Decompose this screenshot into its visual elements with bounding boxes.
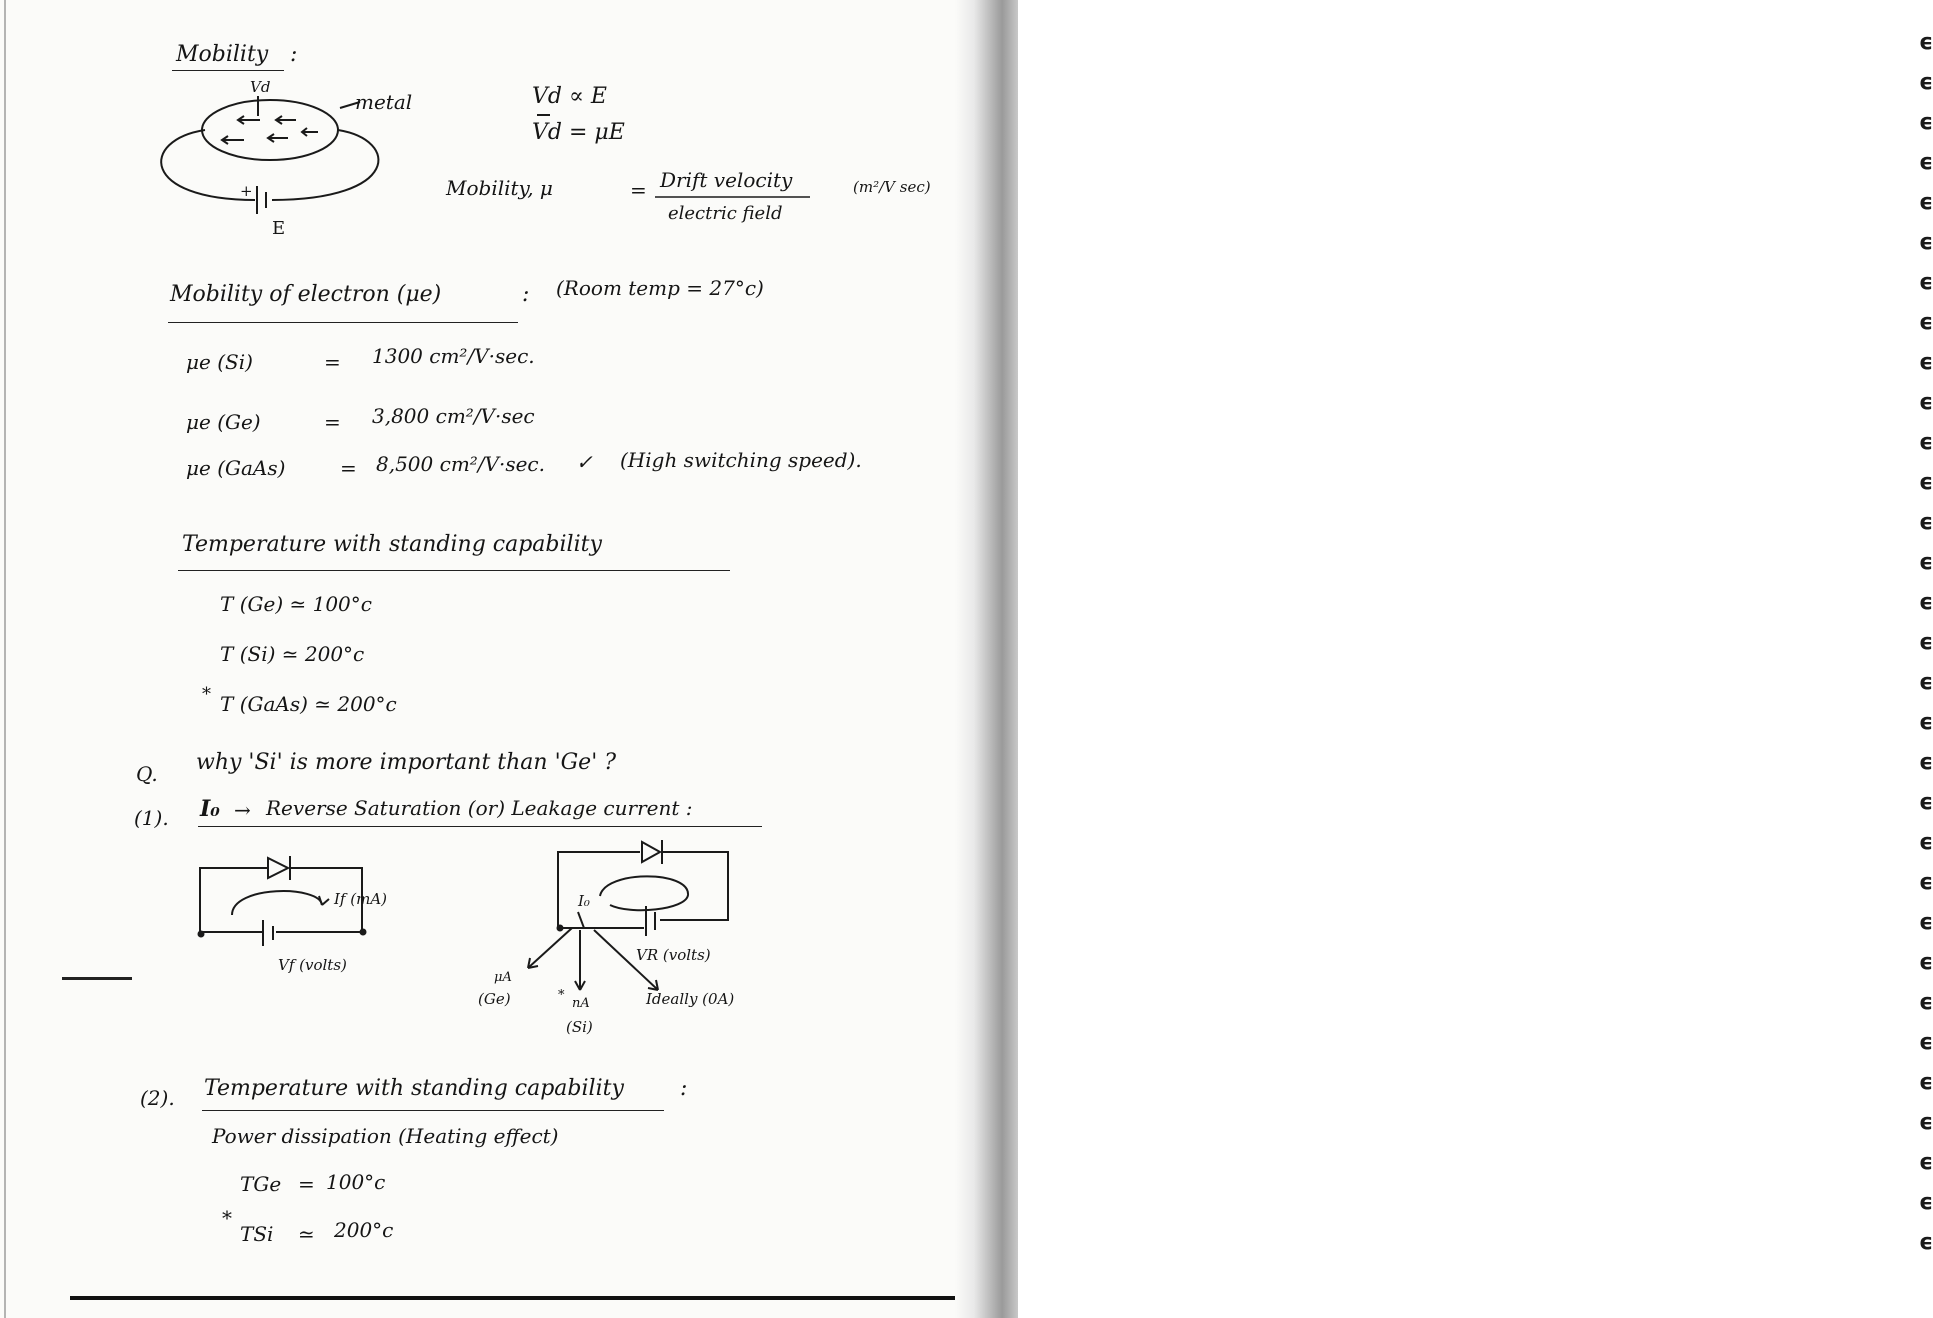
temp-limit-equals: = bbox=[298, 1172, 315, 1196]
room-temperature-note: (Room temp = 27°c) bbox=[556, 276, 764, 300]
right-wire-top-right bbox=[660, 852, 728, 920]
question-marker: Q. bbox=[136, 762, 158, 786]
fraction-denominator: electric field bbox=[668, 203, 783, 224]
si-current-unit: nA bbox=[572, 996, 590, 1011]
mobility-row-value: 1300 cm²/V·sec. bbox=[372, 344, 535, 368]
point-one-marker: (1). bbox=[134, 806, 169, 830]
binding-ring-icon: ϵ bbox=[1919, 230, 1933, 255]
mobility-row-equals: = bbox=[324, 410, 341, 434]
binding-ring-icon: ϵ bbox=[1919, 550, 1933, 575]
right-wire bbox=[272, 130, 378, 200]
binding-ring-icon: ϵ bbox=[1919, 630, 1933, 655]
binding-ring-icon: ϵ bbox=[1919, 150, 1933, 175]
temperature-row: T (Ge) ≃ 100°c bbox=[220, 592, 372, 616]
metal-bar-shape bbox=[202, 100, 338, 160]
binding-ring-icon: ϵ bbox=[1919, 350, 1933, 375]
binding-ring-icon: ϵ bbox=[1919, 790, 1933, 815]
mobility-definition-equals: = bbox=[630, 178, 647, 202]
forward-current-label: If (mA) bbox=[334, 890, 388, 908]
star-marker: * bbox=[202, 684, 211, 705]
metal-label: metal bbox=[355, 90, 413, 114]
binding-ring-icon: ϵ bbox=[1919, 190, 1933, 215]
leakage-heading-underline bbox=[198, 826, 762, 827]
io-label: I₀ bbox=[578, 892, 590, 910]
right-wire-top-left bbox=[558, 852, 640, 928]
si-star-marker: * bbox=[558, 988, 565, 1003]
question-text: why 'Si' is more important than 'Ge' ? bbox=[196, 750, 617, 775]
io-symbol: I₀ bbox=[200, 796, 220, 822]
ge-current-unit: μA bbox=[494, 970, 512, 985]
mobility-row-equals: = bbox=[324, 350, 341, 374]
binding-ring-icon: ϵ bbox=[1919, 950, 1933, 975]
temperature-capability-colon: : bbox=[680, 1076, 688, 1101]
temperature-heading-underline bbox=[178, 570, 730, 571]
temperature-capability-heading: Temperature with standing capability bbox=[204, 1076, 624, 1101]
temp-limit-value: 200°c bbox=[334, 1218, 394, 1242]
binding-ring-icon: ϵ bbox=[1919, 110, 1933, 135]
branch-ge-line bbox=[528, 928, 572, 968]
binding-ring-icon: ϵ bbox=[1919, 990, 1933, 1015]
mobility-heading: Mobility bbox=[176, 42, 269, 67]
star-marker: * bbox=[222, 1206, 232, 1230]
reverse-voltage-label: VR (volts) bbox=[636, 946, 711, 964]
binding-ring-icon: ϵ bbox=[1919, 910, 1933, 935]
battery-plus-sign: + bbox=[240, 182, 253, 200]
binding-ring-icon: ϵ bbox=[1919, 830, 1933, 855]
temp-limit-label: TSi bbox=[240, 1222, 274, 1246]
binding-ring-icon: ϵ bbox=[1919, 1070, 1933, 1095]
mobility-row-equals: = bbox=[340, 456, 357, 480]
binding-ring-icon: ϵ bbox=[1919, 750, 1933, 775]
check-mark: ✓ bbox=[576, 450, 593, 474]
binding-ring-icon: ϵ bbox=[1919, 430, 1933, 455]
mobility-equation: Vd = μE bbox=[532, 120, 625, 145]
binding-ring-icon: ϵ bbox=[1919, 510, 1933, 535]
mobility-unit: (m²/V sec) bbox=[853, 178, 931, 196]
spiral-binding bbox=[955, 0, 1933, 1318]
switching-speed-note: (High switching speed). bbox=[620, 448, 862, 472]
temp-limit-equals: ≃ bbox=[298, 1222, 315, 1246]
power-dissipation-line: Power dissipation (Heating effect) bbox=[212, 1124, 559, 1148]
mobility-row-label: μe (Ge) bbox=[186, 410, 261, 434]
temp-limit-label: TGe bbox=[240, 1172, 282, 1196]
margin-dash bbox=[62, 977, 132, 980]
left-wire-top-left bbox=[200, 868, 268, 932]
temp-limit-value: 100°c bbox=[326, 1170, 386, 1194]
temperature-capability-underline bbox=[202, 1110, 664, 1111]
fraction-numerator: Drift velocity bbox=[660, 168, 793, 192]
binding-ring-icon: ϵ bbox=[1919, 870, 1933, 895]
binding-ring-icon: ϵ bbox=[1919, 1110, 1933, 1135]
binding-ring-icon: ϵ bbox=[1919, 1030, 1933, 1055]
binding-ring-icon: ϵ bbox=[1919, 1230, 1933, 1255]
proportionality-equation: Vd ∝ E bbox=[532, 84, 607, 109]
binding-ring-icon: ϵ bbox=[1919, 1150, 1933, 1175]
battery-e-label: E bbox=[272, 218, 286, 239]
temperature-row: T (GaAs) ≃ 200°c bbox=[220, 692, 397, 716]
binding-ring-icon: ϵ bbox=[1919, 710, 1933, 735]
leakage-current-heading: Reverse Saturation (or) Leakage current : bbox=[266, 796, 693, 820]
electron-mobility-heading: Mobility of electron (μe) bbox=[170, 282, 442, 307]
forward-diode-triangle bbox=[268, 858, 288, 878]
electron-mobility-colon: : bbox=[522, 282, 530, 307]
binding-ring-icon: ϵ bbox=[1919, 670, 1933, 695]
mobility-row-value: 3,800 cm²/V·sec bbox=[372, 404, 535, 428]
binding-ring-icon: ϵ bbox=[1919, 310, 1933, 335]
reverse-current-loop bbox=[600, 876, 688, 910]
io-arrow: → bbox=[234, 798, 251, 822]
drift-velocity-label: Vd bbox=[250, 78, 271, 96]
temperature-row: T (Si) ≃ 200°c bbox=[220, 642, 365, 666]
mobility-row-label: μe (GaAs) bbox=[186, 456, 286, 480]
forward-current-arrowhead bbox=[319, 896, 329, 905]
point-two-marker: (2). bbox=[140, 1086, 175, 1110]
ideal-branch-label: Ideally (0A) bbox=[646, 990, 735, 1008]
electron-arrows bbox=[222, 116, 318, 144]
binding-ring-icon: ϵ bbox=[1919, 470, 1933, 495]
forward-voltage-label: Vf (volts) bbox=[278, 956, 347, 974]
binding-ring-icon: ϵ bbox=[1919, 590, 1933, 615]
ge-branch-label: (Ge) bbox=[478, 990, 511, 1008]
reverse-diode-triangle bbox=[642, 842, 660, 862]
temperature-heading: Temperature with standing capability bbox=[182, 532, 602, 557]
page-bottom-rule bbox=[70, 1296, 978, 1300]
electron-mobility-underline bbox=[168, 322, 518, 323]
mobility-definition-lhs: Mobility, μ bbox=[446, 176, 553, 200]
binding-ring-icon: ϵ bbox=[1919, 270, 1933, 295]
mobility-row-label: μe (Si) bbox=[186, 350, 253, 374]
forward-current-loop bbox=[232, 891, 322, 915]
si-branch-label: (Si) bbox=[566, 1018, 593, 1036]
binding-ring-icon: ϵ bbox=[1919, 70, 1933, 95]
binding-ring-icon: ϵ bbox=[1919, 30, 1933, 55]
binding-ring-icon: ϵ bbox=[1919, 390, 1933, 415]
binding-ring-icon: ϵ bbox=[1919, 1190, 1933, 1215]
reverse-bias-circuit bbox=[528, 840, 728, 990]
mobility-row-value: 8,500 cm²/V·sec. bbox=[376, 452, 545, 476]
io-tick bbox=[578, 912, 584, 928]
mobility-heading-colon: : bbox=[290, 42, 298, 67]
